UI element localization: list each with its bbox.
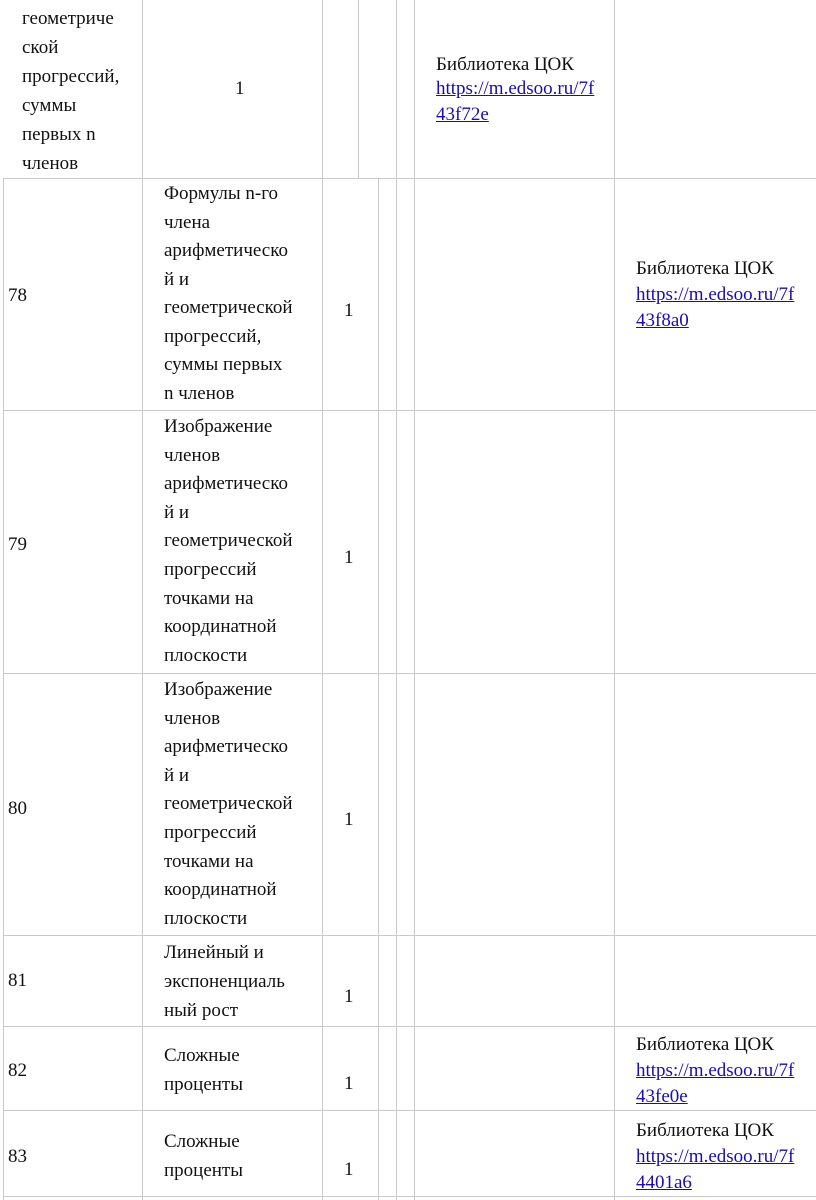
- grid-line: [3, 673, 816, 674]
- topic-cell: Линейный и экспоненциаль ный рост: [164, 942, 285, 1021]
- grid-line: [3, 410, 816, 411]
- grid-line: [322, 0, 323, 178]
- row-number: 78: [8, 285, 27, 306]
- topic-cell: Изображение членов арифметическо й и геометрической прогрессий точками на координатной плоскости: [164, 416, 293, 666]
- row-number: 81: [8, 970, 27, 991]
- grid-line: [614, 0, 615, 178]
- grid-line: [322, 178, 323, 1200]
- resource-label: Библиотека ЦОК: [636, 258, 774, 279]
- hours-cell: 1: [344, 300, 354, 321]
- hours-cell: 1: [344, 547, 354, 568]
- grid-line: [3, 935, 816, 936]
- row-number: 79: [8, 534, 27, 555]
- topic-cell: Изображение членов арифметическо й и геометрической прогрессий точками на координатной плоскости: [164, 679, 293, 929]
- grid-line: [614, 178, 615, 1200]
- grid-line: [3, 1026, 816, 1027]
- grid-line: [3, 178, 4, 1200]
- resource-link[interactable]: https://m.edsoo.ru/7f 43fe0e: [636, 1060, 795, 1107]
- grid-line: [378, 178, 379, 1200]
- hours-cell: 1: [344, 809, 354, 830]
- resource-label: Библиотека ЦОК: [636, 1034, 774, 1055]
- grid-line: [3, 178, 816, 179]
- hours-cell: 1: [235, 78, 245, 99]
- row-number: 82: [8, 1060, 27, 1081]
- grid-line: [142, 0, 143, 178]
- topic-cell: Сложные проценты: [164, 1131, 244, 1181]
- hours-cell: 1: [344, 1073, 354, 1094]
- grid-line: [414, 178, 415, 1200]
- grid-line: [3, 1196, 816, 1197]
- resource-link[interactable]: https://m.edsoo.ru/7f 4401a6: [636, 1146, 795, 1193]
- resource-label: Библиотека ЦОК: [636, 1120, 774, 1141]
- hours-cell: 1: [344, 986, 354, 1007]
- grid-line: [3, 1110, 816, 1111]
- topic-cell: Формулы n-го члена арифметическо й и геометрической прогрессий, суммы первых n членов: [164, 183, 293, 404]
- resource-link[interactable]: https://m.edsoo.ru/7f 43f8a0: [636, 284, 795, 331]
- row-number: 83: [8, 1146, 27, 1167]
- grid-line: [396, 0, 397, 178]
- resource-link[interactable]: https://m.edsoo.ru/7f 43f72e: [436, 78, 595, 125]
- grid-line: [396, 178, 397, 1200]
- grid-line: [358, 0, 359, 178]
- topic-cell: геометриче ской прогрессий, суммы первых n членов: [22, 8, 120, 174]
- hours-cell: 1: [344, 1159, 354, 1180]
- resource-label: Библиотека ЦОК: [436, 54, 574, 75]
- topic-cell: Сложные проценты: [164, 1045, 244, 1095]
- row-number: 80: [8, 798, 27, 819]
- grid-line: [142, 178, 143, 1200]
- grid-line: [414, 0, 415, 178]
